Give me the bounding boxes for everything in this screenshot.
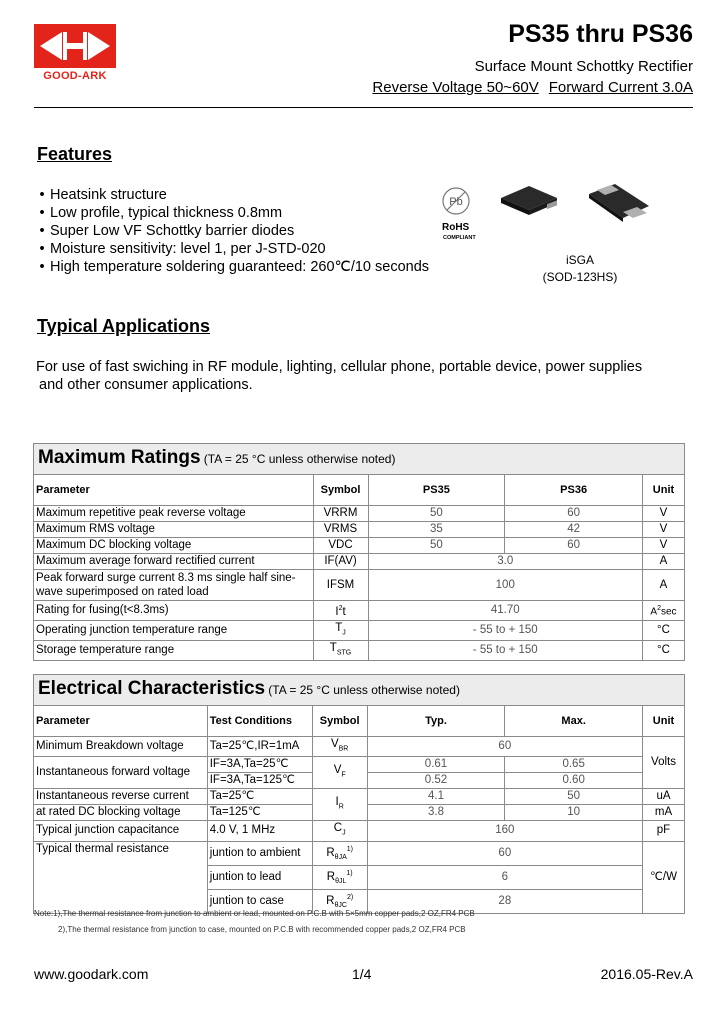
page-subtitle: Surface Mount Schottky Rectifier <box>474 58 693 75</box>
symbol-main: T <box>329 642 337 655</box>
symbol-sub: J <box>342 829 346 837</box>
value-cell: 0.65 <box>505 757 643 773</box>
unit-tail: sec <box>661 606 677 618</box>
condition-cell: IF=3A,Ta=125℃ <box>207 773 312 789</box>
param-cell: Maximum repetitive peak reverse voltage <box>34 506 314 522</box>
param-cell: at rated DC blocking voltage <box>34 805 208 821</box>
table-row <box>34 757 685 773</box>
symbol-sub: θJC <box>334 901 347 909</box>
param-cell: Maximum RMS voltage <box>34 522 314 538</box>
symbol-main: V <box>333 764 342 777</box>
unit-cell: V <box>643 506 685 522</box>
package-front-image <box>495 180 565 225</box>
table-row <box>34 554 685 570</box>
feature-item: • Low profile, typical thickness 0.8mm <box>34 204 429 222</box>
electrical-characteristics-table <box>33 674 685 914</box>
unit-main: A <box>650 606 658 618</box>
symbol-sup: 2) <box>346 893 354 901</box>
symbol-main: I <box>335 605 339 618</box>
logo-text: GOOD-ARK <box>43 70 107 82</box>
feature-item: • High temperature soldering guaranteed: 260℃/10 seconds <box>34 258 429 276</box>
symbol-cell: IF(AV) <box>313 554 368 570</box>
symbol-main: T <box>335 621 343 634</box>
param-line: Peak forward surge current 8.3 ms single half sine- <box>36 572 296 584</box>
unit-cell: V <box>643 522 685 538</box>
applications-line-1: For use of fast swiching in RF module, lighting, cellular phone, portable device, power supplies <box>36 359 643 375</box>
unit-cell: V <box>643 538 685 554</box>
good-ark-logo <box>34 24 116 68</box>
footer-website[interactable]: www.goodark.com <box>34 966 149 982</box>
symbol-main: R <box>326 846 335 859</box>
table-row <box>34 570 685 601</box>
unit-cell: pF <box>643 821 685 841</box>
value-cell: 42 <box>505 522 643 538</box>
column-header: Unit <box>643 706 685 737</box>
value-cell: 10 <box>505 805 643 821</box>
unit-sup: 2 <box>657 605 661 613</box>
symbol-main: C <box>333 822 343 835</box>
table-header-row <box>34 706 685 737</box>
table-header-row <box>34 475 685 506</box>
value-cell: 0.61 <box>367 757 505 773</box>
param-cell <box>34 570 314 601</box>
symbol-cell <box>313 641 368 661</box>
value-cell: 60 <box>367 841 642 865</box>
table-row <box>34 538 685 554</box>
condition-cell: Ta=25℃ <box>207 789 312 805</box>
unit-cell: A <box>643 554 685 570</box>
param-cell: Operating junction temperature range <box>34 620 314 640</box>
param-cell: Rating for fusing(t<8.3ms) <box>34 601 314 621</box>
condition-cell: Ta=125℃ <box>207 805 312 821</box>
symbol-main: R <box>326 894 335 907</box>
symbol-cell <box>313 601 368 621</box>
param-cell: Maximum average forward rectified current <box>34 554 314 570</box>
column-header: Typ. <box>367 706 505 737</box>
value-cell: 28 <box>367 889 642 913</box>
value-cell: 6 <box>367 865 642 889</box>
column-header: Unit <box>643 475 685 506</box>
value-cell: 50 <box>368 538 505 554</box>
ratings-summary <box>372 79 693 96</box>
column-header: PS36 <box>505 475 643 506</box>
forward-current-summary: Forward Current 3.0A <box>548 79 693 96</box>
table-row <box>34 821 685 841</box>
value-cell: 60 <box>505 506 643 522</box>
value-cell: 41.70 <box>368 601 643 621</box>
value-cell: - 55 to + 150 <box>368 620 643 640</box>
footer-page-number: 1/4 <box>352 966 372 982</box>
column-header: PS35 <box>368 475 505 506</box>
applications-heading: Typical Applications <box>37 316 211 336</box>
unit-cell: A <box>643 570 685 601</box>
value-cell: 50 <box>368 506 505 522</box>
symbol-sup: 1) <box>346 869 353 877</box>
table-row <box>34 522 685 538</box>
value-cell: 160 <box>367 821 642 841</box>
package-code: (SOD-123HS) <box>542 270 618 284</box>
unit-cell: uA <box>643 789 685 805</box>
reverse-voltage-summary: Reverse Voltage 50~60V <box>372 79 539 96</box>
symbol-sub: θJL <box>335 877 347 885</box>
symbol-sub: STG <box>336 649 352 657</box>
symbol-cell: IFSM <box>313 570 368 601</box>
electrical-note: (TA = 25 °C unless otherwise noted) <box>268 683 460 697</box>
condition-cell: juntion to case <box>207 889 312 913</box>
param-cell: Instantaneous forward voltage <box>34 757 208 789</box>
symbol-cell <box>312 789 367 821</box>
symbol-cell <box>312 865 367 889</box>
rohs-pb-free-icon <box>440 184 472 223</box>
unit-cell: mA <box>643 805 685 821</box>
max-ratings-title: Maximum Ratings <box>38 447 201 468</box>
table-row <box>34 841 685 865</box>
unit-cell: °C <box>643 641 685 661</box>
applications-text <box>36 358 686 394</box>
param-line: wave superimposed on rated load <box>36 586 209 598</box>
symbol-cell: VDC <box>313 538 368 554</box>
value-cell: 3.8 <box>367 805 505 821</box>
column-header: Parameter <box>34 706 208 737</box>
header-divider <box>34 107 693 108</box>
param-cell: Typical junction capacitance <box>34 821 208 841</box>
param-cell: Storage temperature range <box>34 641 314 661</box>
max-ratings-note: (TA = 25 °C unless otherwise noted) <box>203 452 396 466</box>
symbol-cell <box>313 620 368 640</box>
column-header: Test Conditions <box>207 706 312 737</box>
symbol-sub: F <box>341 771 346 779</box>
footer-revision: 2016.05-Rev.A <box>600 966 693 982</box>
condition-cell: juntion to ambient <box>207 841 312 865</box>
value-cell: 60 <box>505 538 643 554</box>
value-cell: 0.60 <box>505 773 643 789</box>
rohs-badge-text: Pb <box>449 196 463 208</box>
table-title-row <box>34 444 685 475</box>
column-header: Symbol <box>313 475 368 506</box>
table-row <box>34 789 685 805</box>
value-cell: - 55 to + 150 <box>368 641 643 661</box>
rohs-label: RoHS <box>442 222 470 233</box>
note-2: 2),The thermal resistance from junction to case, mounted on P.C.B with recommended copper pads,2 OZ,FR4 PCB <box>58 925 466 934</box>
param-cell: Instantaneous reverse current <box>34 789 208 805</box>
symbol-sub: J <box>342 629 346 637</box>
rohs-compliant-label: COMPLIANT <box>443 235 476 241</box>
value-cell: 4.1 <box>367 789 505 805</box>
symbol-cell <box>312 737 367 757</box>
table-row <box>34 737 685 757</box>
value-cell: 0.52 <box>367 773 505 789</box>
column-header: Symbol <box>312 706 367 737</box>
maximum-ratings-table <box>33 443 685 661</box>
condition-cell: IF=3A,Ta=25℃ <box>207 757 312 773</box>
value-cell: 35 <box>368 522 505 538</box>
value-cell: 50 <box>505 789 643 805</box>
symbol-cell <box>312 841 367 865</box>
page-title: PS35 thru PS36 <box>508 20 693 48</box>
symbol-cell <box>312 757 367 789</box>
value-cell: 3.0 <box>368 554 643 570</box>
unit-cell: °C <box>643 620 685 640</box>
symbol-main: V <box>330 738 339 750</box>
symbol-cell <box>312 821 367 841</box>
symbol-cell: VRRM <box>313 506 368 522</box>
features-list <box>34 186 429 276</box>
table-row <box>34 641 685 661</box>
table-title-row <box>34 675 685 706</box>
symbol-sub: BR <box>338 745 349 753</box>
param-cell: Minimum Breakdown voltage <box>34 737 208 757</box>
unit-cell: Volts <box>643 737 685 789</box>
symbol-sub: R <box>338 803 344 811</box>
symbol-sup: 2 <box>338 605 343 612</box>
unit-cell <box>643 601 685 621</box>
column-header: Max. <box>505 706 643 737</box>
symbol-main: I <box>335 796 339 809</box>
value-cell: 100 <box>368 570 643 601</box>
feature-item: • Moisture sensitivity: level 1, per J-STD-020 <box>34 240 429 258</box>
table-row <box>34 601 685 621</box>
feature-item: • Heatsink structure <box>34 186 429 204</box>
param-cell: Typical thermal resistance <box>34 841 208 913</box>
symbol-tail: t <box>342 605 346 618</box>
features-heading: Features <box>37 144 113 164</box>
column-header: Parameter <box>34 475 314 506</box>
symbol-cell: VRMS <box>313 522 368 538</box>
feature-item: • Super Low VF Schottky barrier diodes <box>34 222 429 240</box>
package-back-image <box>585 180 655 235</box>
value-cell: 60 <box>367 737 642 757</box>
package-name: iSGA <box>565 253 594 267</box>
symbol-sub: θJA <box>334 853 347 861</box>
symbol-sup: 1) <box>346 845 353 853</box>
condition-cell: juntion to lead <box>207 865 312 889</box>
package-label <box>530 252 630 286</box>
param-cell: Maximum DC blocking voltage <box>34 538 314 554</box>
applications-line-2: and other consumer applications. <box>39 377 253 393</box>
logo-diode-icon <box>34 24 116 68</box>
unit-cell: ℃/W <box>643 841 685 913</box>
condition-cell: 4.0 V, 1 MHz <box>207 821 312 841</box>
table-row <box>34 620 685 640</box>
note-1: Note:1),The thermal resistance from junction to ambient or lead, mounted on P.C.B with 5×5mm copper pads,2 OZ,FR4 PCB <box>34 909 475 918</box>
electrical-title: Electrical Characteristics <box>38 678 266 699</box>
table-row <box>34 506 685 522</box>
condition-cell: Ta=25℃,IR=1mA <box>207 737 312 757</box>
symbol-main: R <box>326 870 336 883</box>
